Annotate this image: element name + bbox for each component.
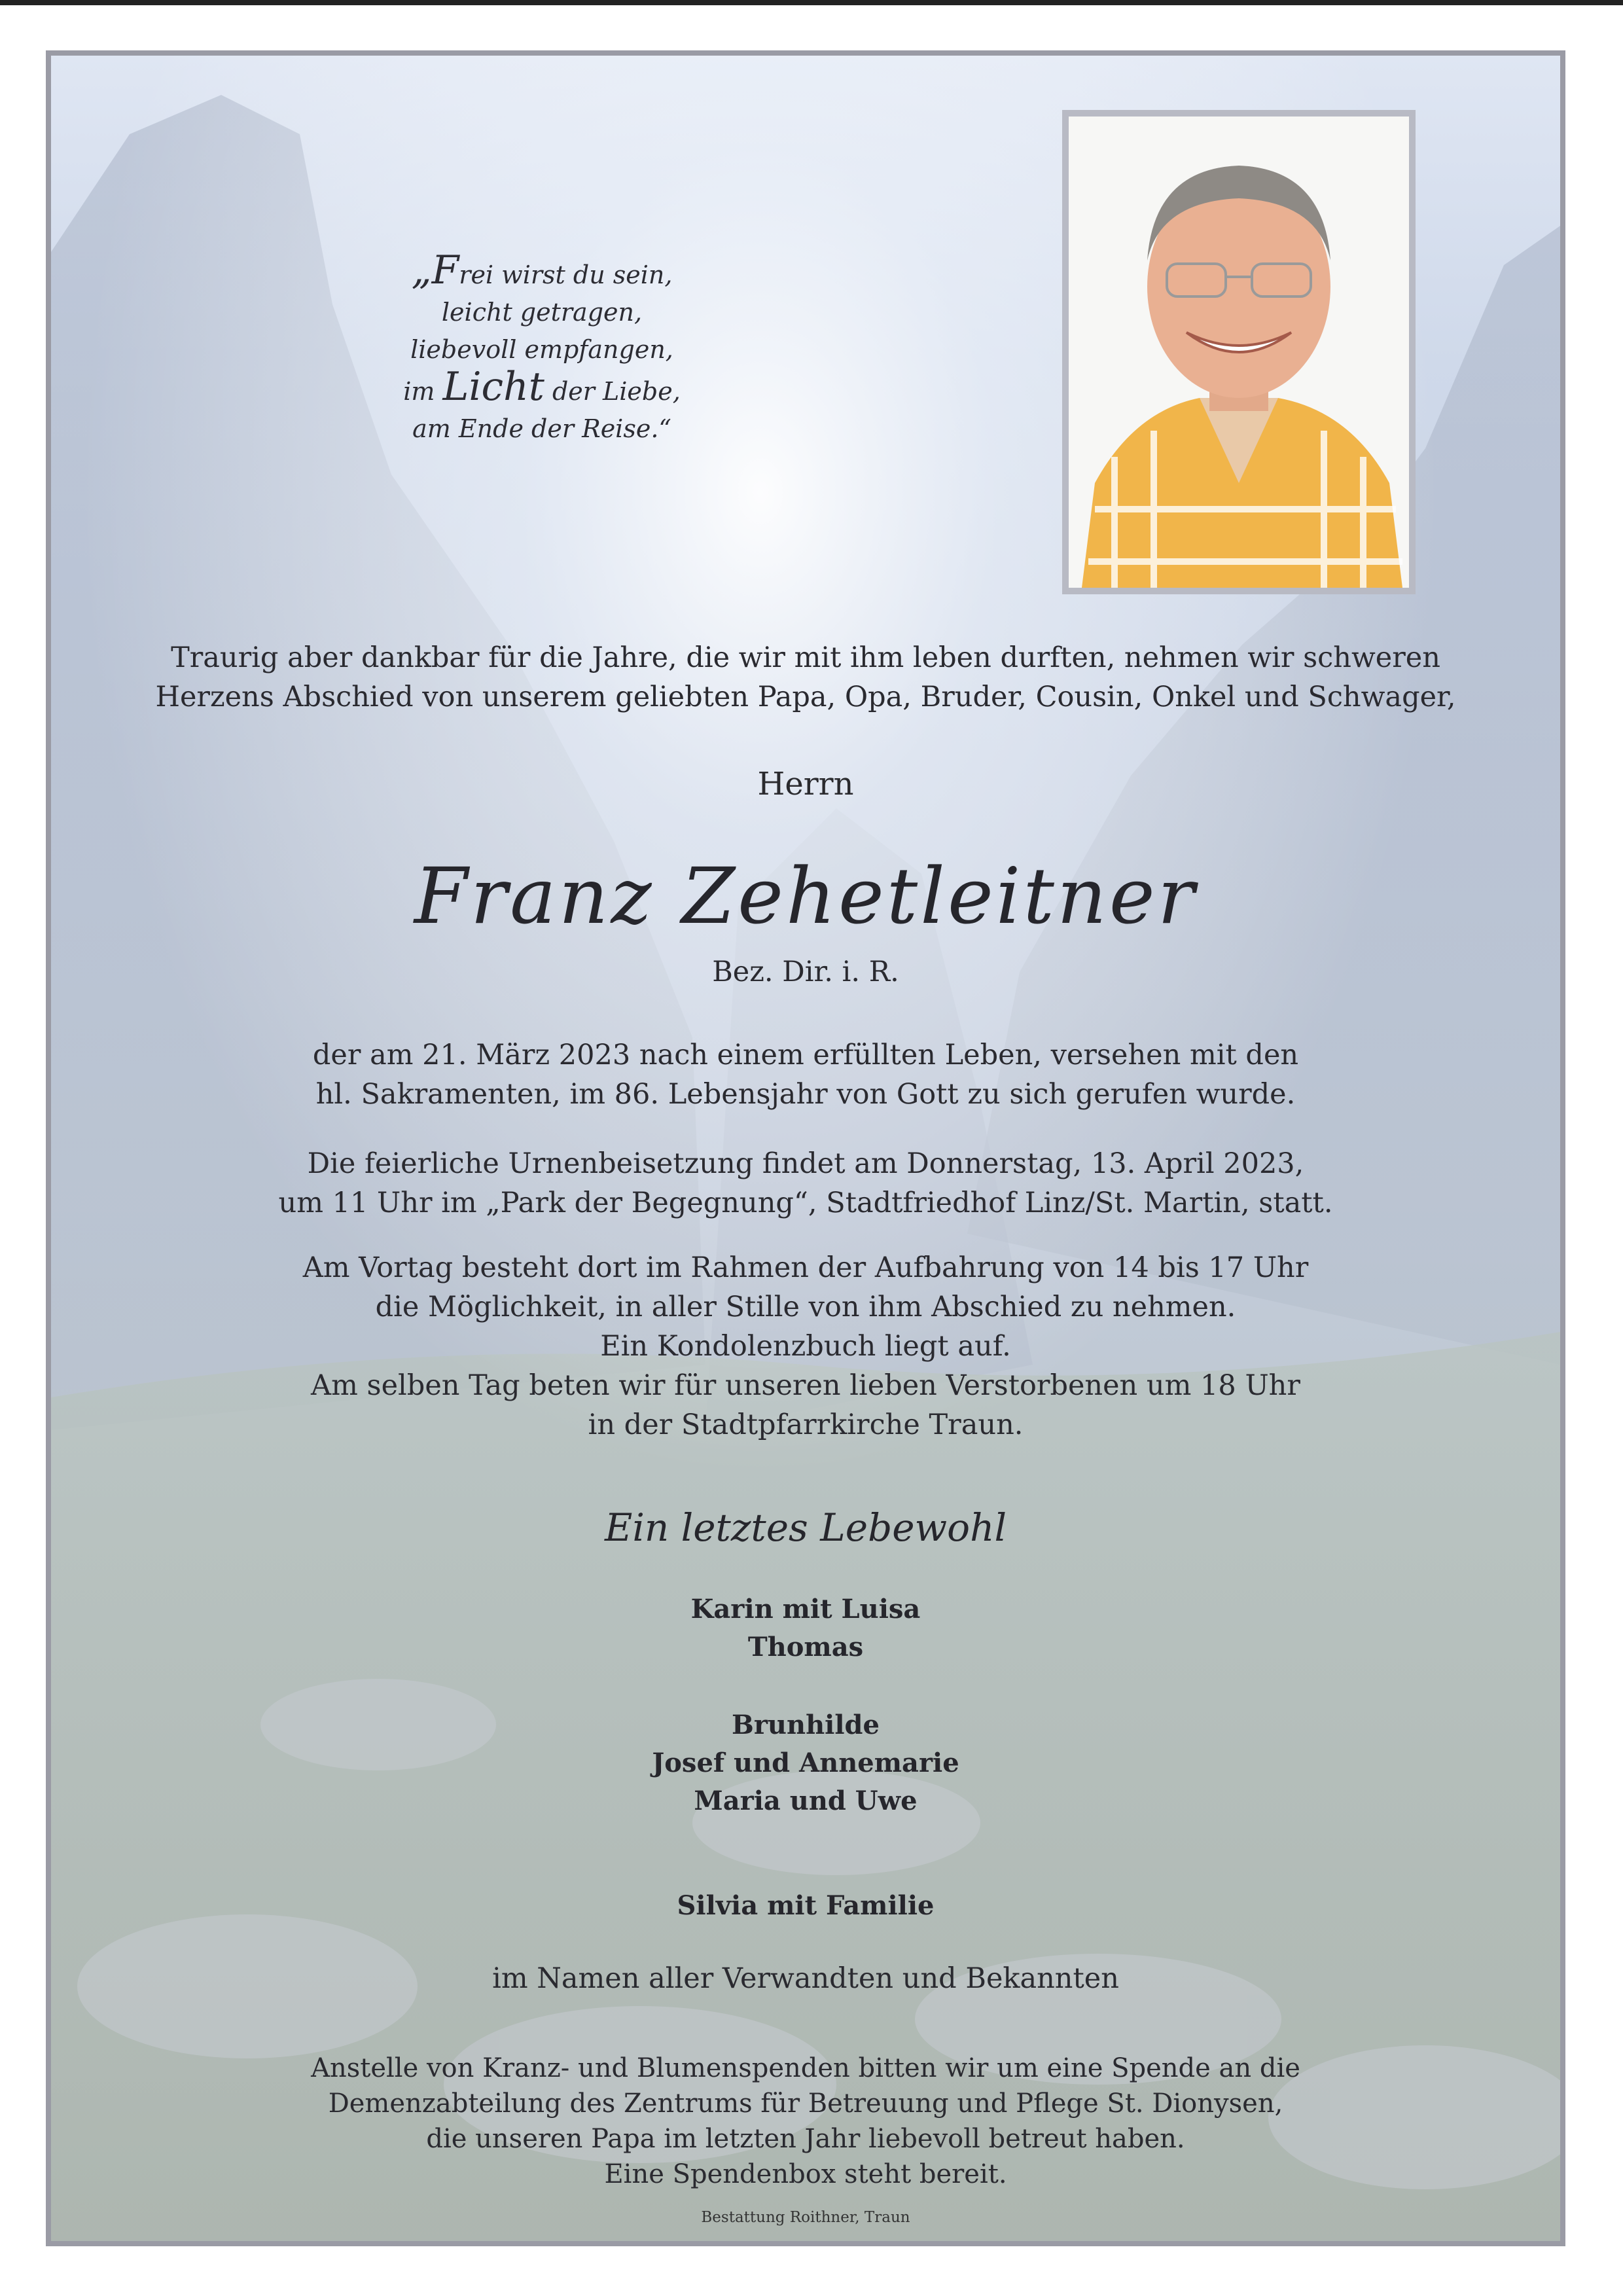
deceased-title: Bez. Dir. i. R. (712, 956, 899, 988)
family-member: Maria und Uwe (694, 1785, 918, 1816)
donation-line-4: Eine Spendenbox steht bereit. (604, 2159, 1007, 2189)
family-group-2 (51, 1706, 1560, 1820)
death-line-2: hl. Sakramenten, im 86. Lebensjahr von Gott zu sich gerufen wurde. (315, 1078, 1296, 1111)
intro-text (51, 638, 1560, 717)
donation-notice (51, 2051, 1560, 2192)
donation-line-1: Anstelle von Kranz- und Blumenspenden bitten wir um eine Spende an die (311, 2053, 1300, 2083)
quote-initial: „F (411, 247, 459, 293)
quote-line-4a: im (403, 377, 435, 406)
deceased-name: Franz Zehetleitner (414, 851, 1198, 941)
viewing-notice (51, 1248, 1560, 1444)
funeral-home-footer: Bestattung Roithner, Traun (701, 2209, 910, 2226)
top-scan-edge (0, 0, 1623, 5)
intro-line-1: Traurig aber dankbar für die Jahre, die wir mit ihm leben durften, nehmen wir schweren (171, 641, 1440, 674)
family-member: Josef und Annemarie (652, 1748, 959, 1778)
portrait-photo (1069, 117, 1409, 588)
viewing-line-1: Am Vortag besteht dort im Rahmen der Aufbahrung von 14 bis 17 Uhr (302, 1251, 1309, 1284)
burial-line-2: um 11 Uhr im „Park der Begegnung“, Stadtfriedhof Linz/St. Martin, statt. (278, 1187, 1333, 1219)
relatives-line: im Namen aller Verwandten und Bekannten (492, 1962, 1119, 1995)
viewing-line-3: Ein Kondolenzbuch liegt auf. (600, 1330, 1011, 1363)
family-group-3 (51, 1887, 1560, 1925)
viewing-line-5: in der Stadtpfarrkirche Traun. (588, 1408, 1024, 1441)
quote-line-2: leicht getragen, (441, 298, 643, 327)
viewing-line-4: Am selben Tag beten wir für unseren lieben Verstorbenen um 18 Uhr (311, 1369, 1300, 1402)
burial-line-1: Die feierliche Urnenbeisetzung findet am Donnerstag, 13. April 2023, (307, 1147, 1304, 1180)
quote-line-4b: der Liebe, (552, 377, 681, 406)
family-member: Brunhilde (732, 1710, 880, 1740)
obituary-card (46, 50, 1565, 2246)
family-member: Thomas (747, 1632, 864, 1662)
farewell-heading: Ein letztes Lebewohl (604, 1505, 1007, 1550)
death-line-1: der am 21. März 2023 nach einem erfüllten Leben, versehen mit den (312, 1039, 1299, 1071)
quote-highlight-word: Licht (442, 364, 544, 410)
quote-line-1: rei wirst du sein, (459, 260, 673, 289)
honorific: Herrn (757, 766, 854, 802)
quote-block (365, 247, 719, 448)
quote-line-3: liebevoll empfangen, (410, 335, 673, 364)
death-notice (51, 1035, 1560, 1114)
intro-line-2: Herzens Abschied von unserem geliebten Papa, Opa, Bruder, Cousin, Onkel und Schwager, (155, 681, 1456, 713)
donation-line-2: Demenzabteilung des Zentrums für Betreuung und Pflege St. Dionysen, (328, 2089, 1283, 2119)
family-group-1 (51, 1590, 1560, 1666)
viewing-line-2: die Möglichkeit, in aller Stille von ihm Abschied zu nehmen. (375, 1291, 1236, 1323)
burial-notice (51, 1144, 1560, 1223)
family-member: Silvia mit Familie (677, 1890, 935, 1921)
quote-line-5: am Ende der Reise.“ (412, 414, 671, 443)
donation-line-3: die unseren Papa im letzten Jahr liebevoll betreut haben. (426, 2124, 1185, 2154)
portrait-frame (1062, 110, 1416, 594)
family-member: Karin mit Luisa (690, 1594, 921, 1624)
